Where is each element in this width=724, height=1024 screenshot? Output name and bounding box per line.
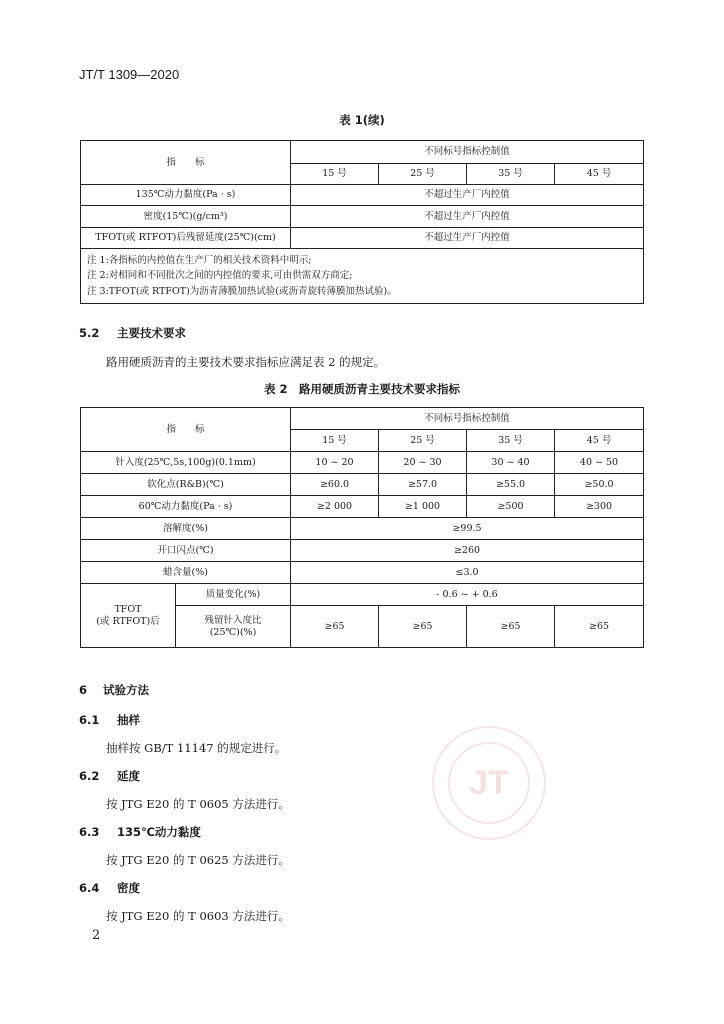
- table1-row-value: 不超过生产厂内控值: [291, 185, 644, 206]
- table2-cell: ≥2 000: [291, 496, 379, 518]
- table2-row-label: 蜡含量(%): [81, 562, 291, 584]
- table1-caption: 表 1(续): [339, 113, 385, 127]
- table1-grade-45: 45 号: [555, 164, 644, 185]
- table2-grade-35: 35 号: [467, 430, 555, 452]
- section-number: 6.1: [79, 713, 100, 727]
- section-title: 主要技术要求: [117, 326, 186, 340]
- table2-cell: ≥57.0: [379, 474, 467, 496]
- table2-cell: 40 ~ 50: [555, 452, 644, 474]
- table2-grade-25: 25 号: [379, 430, 467, 452]
- table2-cell: ≥300: [555, 496, 644, 518]
- table1-note: 注 2:对相同和不同批次之间的内控值的要求,可由供需双方商定;: [87, 270, 353, 282]
- table2-cell: 10 ~ 20: [291, 452, 379, 474]
- table1-note: 注 1:各指标的内控值在生产厂的相关技术资料中明示;: [87, 255, 312, 267]
- page-number: 2: [92, 928, 101, 943]
- section-number: 6.2: [79, 769, 100, 783]
- section-5-2-heading: [79, 325, 186, 341]
- table2-row-label: 软化点(R&B)(℃): [81, 474, 291, 496]
- watermark-seal: [432, 726, 546, 840]
- table2-group-header: 不同标号指标控制值: [291, 408, 644, 430]
- section-6-heading: [79, 682, 149, 698]
- pen-ratio-label-line: (25℃)(%): [209, 626, 257, 638]
- section-number: 5.2: [79, 326, 100, 340]
- table2-cell: ≥99.5: [291, 518, 644, 540]
- table2-row-label: [176, 606, 291, 648]
- table1: [80, 140, 644, 304]
- table1-row-label: TFOT(或 RTFOT)后残留延度(25℃)(cm): [81, 228, 291, 249]
- table1-note: 注 3:TFOT(或 RTFOT)为沥青薄膜加热试验(或沥青旋转薄膜加热试验)。: [87, 285, 397, 297]
- tfot-label-line: (或 RTFOT)后: [96, 615, 160, 627]
- table2-cell: 30 ~ 40: [467, 452, 555, 474]
- table2-cell: ≥500: [467, 496, 555, 518]
- table1-indicator-header: 指 标: [81, 141, 291, 185]
- document-code: JT/T 1309—2020: [79, 67, 180, 82]
- table2: [80, 407, 644, 648]
- section-6-2-text: 按 JTG E20 的 T 0605 方法进行。: [106, 797, 290, 811]
- table1-grade-35: 35 号: [467, 164, 555, 185]
- section-title: 试验方法: [103, 683, 149, 697]
- table1-row-value: 不超过生产厂内控值: [291, 228, 644, 249]
- table1-row-value: 不超过生产厂内控值: [291, 206, 644, 228]
- table2-row-label: 60℃动力黏度(Pa · s): [81, 496, 291, 518]
- section-6-4-text: 按 JTG E20 的 T 0603 方法进行。: [106, 909, 290, 923]
- table2-cell: ≤3.0: [291, 562, 644, 584]
- table2-grade-15: 15 号: [291, 430, 379, 452]
- section-number: 6: [79, 683, 88, 697]
- section-title: 抽样: [117, 713, 140, 727]
- table1-row-label: 135℃动力黏度(Pa · s): [81, 185, 291, 206]
- watermark-text: JT: [469, 764, 509, 802]
- table2-cell: ≥60.0: [291, 474, 379, 496]
- table2-row-label: 溶解度(%): [81, 518, 291, 540]
- table2-row-label: 开口闪点(℃): [81, 540, 291, 562]
- section-5-2-text: 路用硬质沥青的主要技术要求指标应满足表 2 的规定。: [106, 355, 386, 369]
- table2-cell: ≥65: [555, 606, 644, 648]
- table2-cell: ≥50.0: [555, 474, 644, 496]
- tfot-label-line: TFOT: [114, 603, 142, 615]
- table2-cell: 20 ~ 30: [379, 452, 467, 474]
- table1-row-label: 密度(15℃)(g/cm³): [81, 206, 291, 228]
- section-6-2-heading: [79, 768, 140, 784]
- table2-row-label: 质量变化(%): [176, 584, 291, 606]
- section-6-1-heading: [79, 712, 140, 728]
- table1-notes: [81, 249, 644, 304]
- section-number: 6.4: [79, 881, 100, 895]
- table2-cell: ≥55.0: [467, 474, 555, 496]
- table2-tfot-group-label: [81, 584, 176, 648]
- table2-cell: ≥65: [379, 606, 467, 648]
- section-6-3-heading: [79, 824, 201, 840]
- table2-indicator-header: 指 标: [81, 408, 291, 452]
- table2-row-label: 针入度(25℃,5s,100g)(0.1mm): [81, 452, 291, 474]
- table2-cell: ≥260: [291, 540, 644, 562]
- table2-cell: ≥65: [467, 606, 555, 648]
- table1-group-header: 不同标号指标控制值: [291, 141, 644, 164]
- table2-cell: - 0.6 ~ + 0.6: [291, 584, 644, 606]
- table2-cell: ≥1 000: [379, 496, 467, 518]
- section-title: 135℃动力黏度: [117, 825, 201, 839]
- section-6-4-heading: [79, 880, 140, 896]
- section-6-3-text: 按 JTG E20 的 T 0625 方法进行。: [106, 853, 290, 867]
- table2-caption: 表 2 路用硬质沥青主要技术要求指标: [263, 382, 460, 396]
- section-title: 密度: [117, 881, 140, 895]
- table1-grade-15: 15 号: [291, 164, 379, 185]
- table2-grade-45: 45 号: [555, 430, 644, 452]
- section-number: 6.3: [79, 825, 100, 839]
- pen-ratio-label-line: 残留针入度比: [204, 614, 262, 626]
- table1-grade-25: 25 号: [379, 164, 467, 185]
- table2-cell: ≥65: [291, 606, 379, 648]
- section-6-1-text: 抽样按 GB/T 11147 的规定进行。: [106, 741, 287, 755]
- section-title: 延度: [117, 769, 140, 783]
